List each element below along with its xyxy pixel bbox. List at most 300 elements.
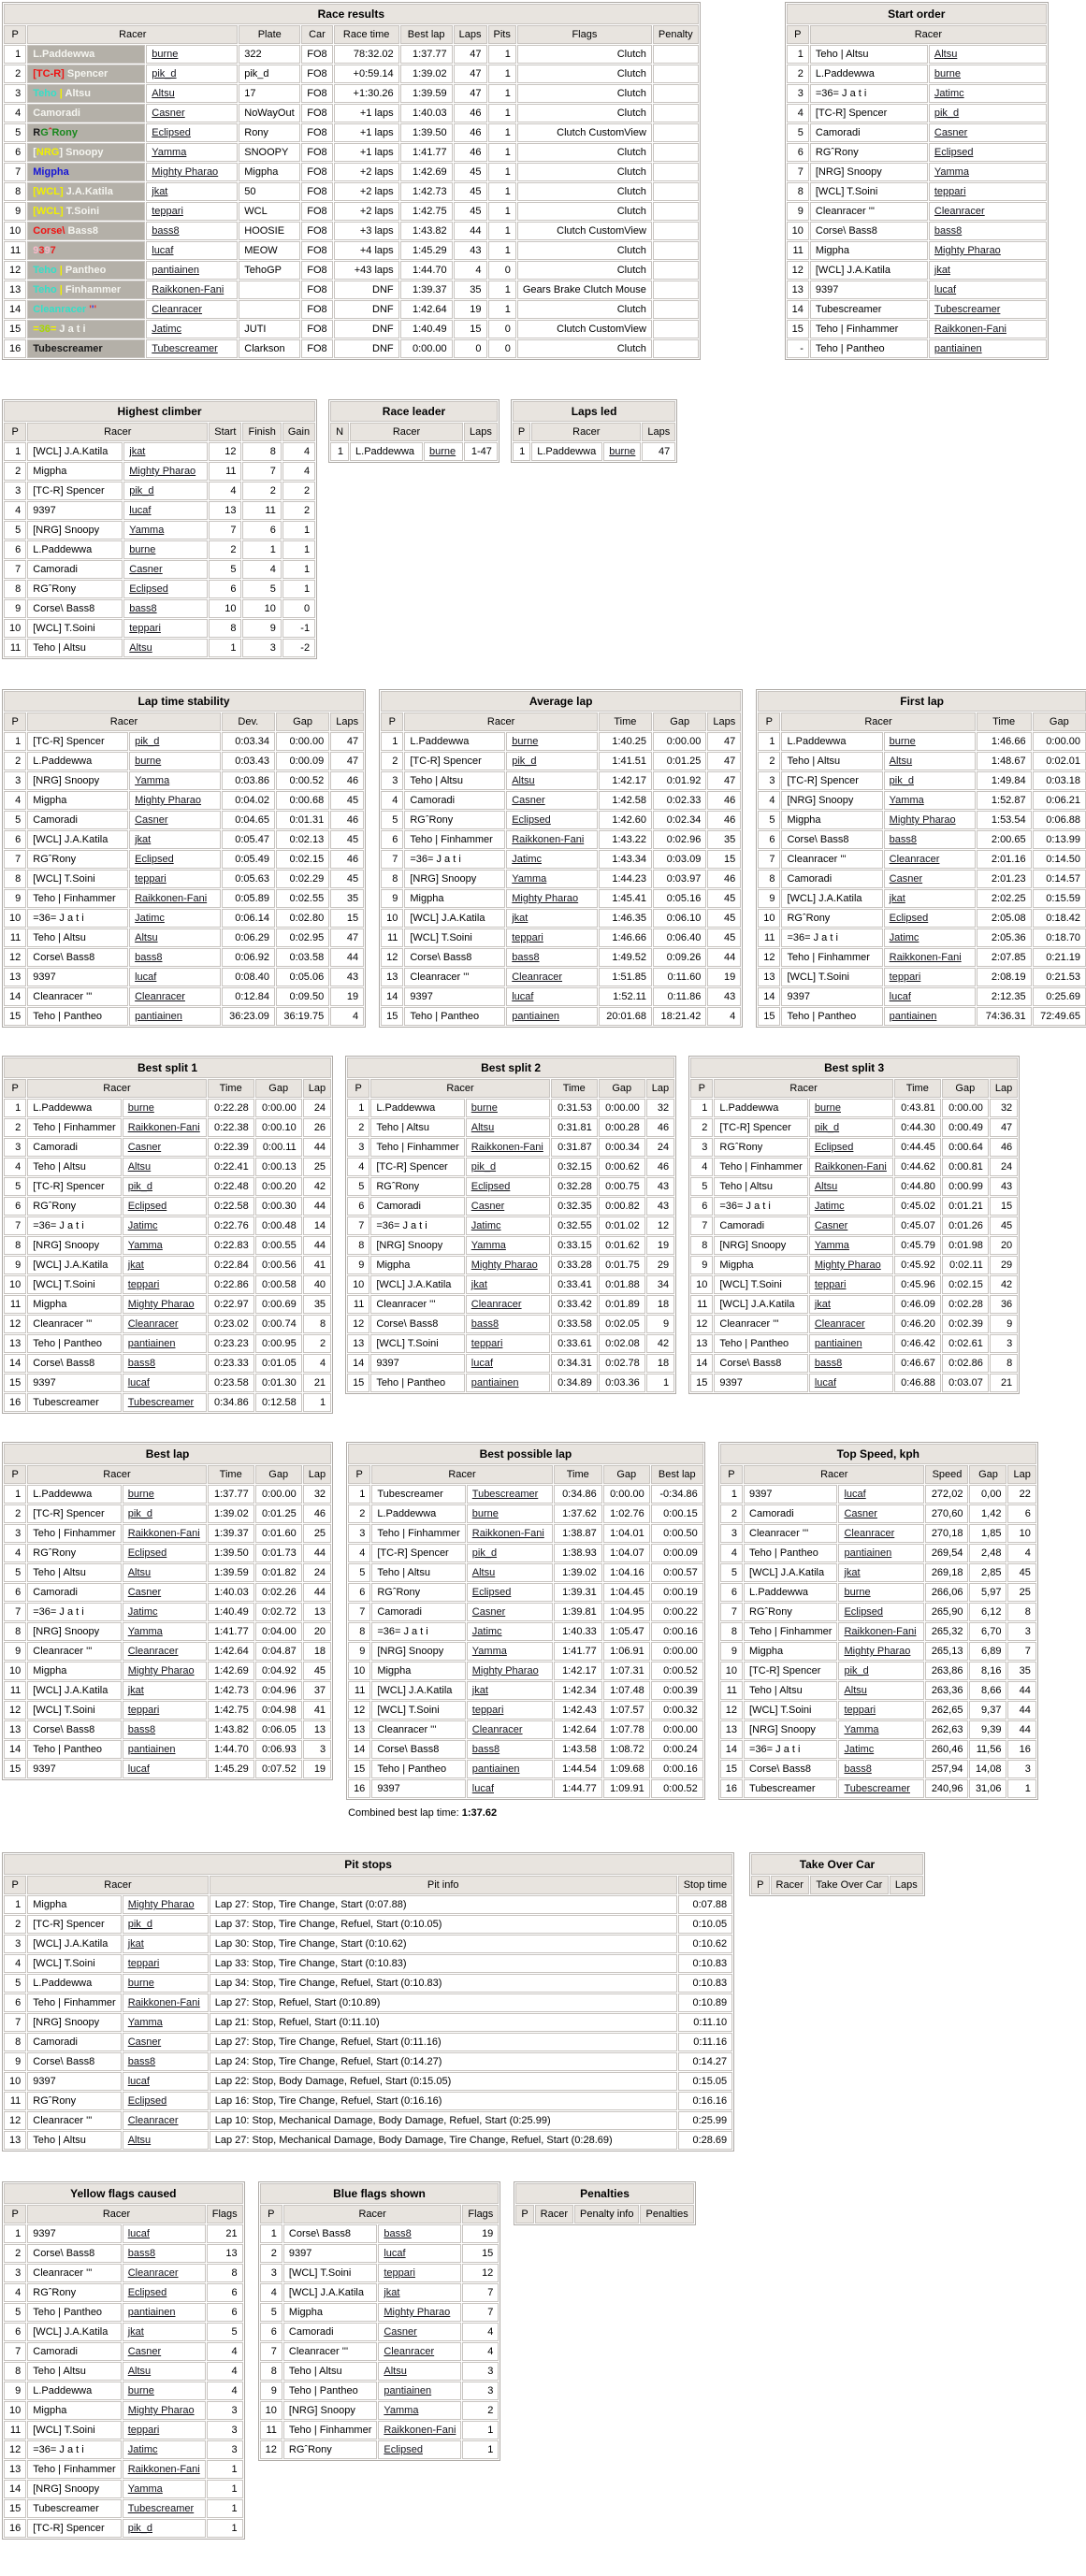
- table-best-split-1: [2, 1056, 333, 1414]
- table-title: Lap time stability: [4, 691, 364, 712]
- cell: Teho | Finhammer: [27, 889, 128, 908]
- racer-link[interactable]: burne: [603, 442, 641, 461]
- racer-link[interactable]: Tubescreamer: [123, 2499, 206, 2518]
- racer-link[interactable]: bass8: [466, 1315, 550, 1333]
- racer-link[interactable]: Altsu: [506, 771, 598, 790]
- racer-link[interactable]: jkat: [929, 261, 1047, 280]
- cell: 8: [4, 1622, 26, 1641]
- racer-link[interactable]: Mighty Pharao: [123, 1895, 209, 1914]
- racer-link[interactable]: Raikkonen-Fani: [129, 889, 221, 908]
- table-row: [758, 752, 1086, 770]
- racer-link[interactable]: Raikkonen-Fani: [809, 1158, 893, 1176]
- racer-name-part: ': [94, 304, 97, 315]
- racer-link[interactable]: pik_d: [809, 1118, 893, 1137]
- racer-link[interactable]: Jatimc: [123, 1216, 207, 1235]
- racer-link[interactable]: Yamma: [929, 163, 1047, 181]
- racer-link[interactable]: Altsu: [929, 45, 1047, 64]
- racer-link[interactable]: Cleanracer: [809, 1315, 893, 1333]
- column-header: Lap: [1007, 1465, 1035, 1484]
- racer-link[interactable]: bass8: [123, 1354, 207, 1373]
- racer-link[interactable]: Yamma: [506, 870, 598, 888]
- cell: 1:06.91: [603, 1642, 650, 1661]
- racer-link[interactable]: lucaf: [884, 987, 976, 1006]
- racer-link[interactable]: Eclipsed: [123, 1197, 207, 1216]
- racer-link[interactable]: pantiainen: [929, 339, 1047, 358]
- racer-link[interactable]: Yamma: [466, 1236, 550, 1255]
- racer-link[interactable]: teppari: [123, 619, 208, 638]
- racer-link[interactable]: pik_d: [129, 732, 221, 751]
- cell: 1: [462, 2421, 499, 2439]
- racer-link[interactable]: Casner: [123, 1583, 207, 1602]
- racer-link[interactable]: Cleanracer: [123, 1315, 207, 1333]
- racer-link[interactable]: teppari: [506, 928, 598, 947]
- racer-link[interactable]: Mighty Pharao: [146, 163, 238, 181]
- cell: 44: [1007, 1720, 1035, 1739]
- racer-link[interactable]: Casner: [129, 811, 221, 829]
- cell: 18: [646, 1354, 674, 1373]
- racer-link[interactable]: bass8: [838, 1760, 924, 1778]
- racer-link[interactable]: Casner: [809, 1216, 893, 1235]
- racer-link[interactable]: pantiainen: [123, 1334, 207, 1353]
- racer-link[interactable]: Eclipsed: [929, 143, 1047, 162]
- cell: [NRG] Snoopy: [27, 2480, 121, 2498]
- racer-link[interactable]: burne: [123, 540, 208, 559]
- racer-link[interactable]: pik_d: [123, 1177, 207, 1196]
- racer-link[interactable]: Yamma: [123, 521, 208, 540]
- racer-link[interactable]: Jatimc: [123, 1603, 207, 1621]
- racer-link[interactable]: Jatimc: [809, 1197, 893, 1216]
- table-row: [690, 1118, 1018, 1137]
- cell: 1:48.67: [977, 752, 1032, 770]
- racer-link[interactable]: pantiainen: [884, 1007, 976, 1026]
- racer-link[interactable]: Altsu: [123, 639, 208, 657]
- racer-link[interactable]: pantiainen: [838, 1544, 924, 1562]
- racer-link[interactable]: bass8: [506, 948, 598, 967]
- cell: 1: [488, 104, 516, 122]
- cell: 3: [690, 1138, 713, 1157]
- racer-link[interactable]: Casner: [123, 560, 208, 579]
- cell: 262,63: [925, 1720, 968, 1739]
- racer-link[interactable]: jkat: [123, 1935, 209, 1953]
- racer-link[interactable]: Jatimc: [929, 84, 1047, 103]
- racer-link[interactable]: Cleanracer: [123, 2111, 209, 2130]
- racer-link[interactable]: Raikkonen-Fani: [838, 1622, 924, 1641]
- racer-link[interactable]: lucaf: [809, 1374, 893, 1392]
- racer-link[interactable]: Eclipsed: [123, 2283, 206, 2302]
- racer-link[interactable]: Eclipsed: [123, 1544, 207, 1562]
- cell: 7: [347, 1216, 369, 1235]
- table-row: [4, 2421, 243, 2439]
- racer-link[interactable]: burne: [467, 1504, 553, 1523]
- racer-link[interactable]: Mighty Pharao: [129, 791, 221, 810]
- racer-link[interactable]: Mighty Pharao: [466, 1256, 550, 1274]
- racer-link[interactable]: Raikkonen-Fani: [123, 1993, 209, 2012]
- table-row: [347, 1099, 674, 1117]
- table-row: [4, 639, 315, 657]
- racer-link[interactable]: teppari: [129, 870, 221, 888]
- cell: 44: [303, 1197, 331, 1216]
- cell: FO8: [301, 339, 332, 358]
- racer-link[interactable]: pik_d: [884, 771, 976, 790]
- racer-link[interactable]: burne: [424, 442, 463, 461]
- racer-link[interactable]: teppari: [929, 182, 1047, 201]
- racer-link[interactable]: burne: [929, 65, 1047, 83]
- racer-link[interactable]: Raikkonen-Fani: [884, 948, 976, 967]
- racer-link[interactable]: Mighty Pharao: [838, 1642, 924, 1661]
- racer-link[interactable]: pantiainen: [506, 1007, 598, 1026]
- racer-link[interactable]: burne: [123, 1485, 207, 1504]
- racer-link[interactable]: teppari: [809, 1275, 893, 1294]
- cell: 0:06.05: [255, 1720, 302, 1739]
- table-row: [4, 281, 699, 299]
- racer-link[interactable]: pantiainen: [146, 261, 238, 280]
- racer-link[interactable]: pik_d: [123, 482, 208, 500]
- cell: 4: [4, 501, 26, 520]
- racer-link[interactable]: jkat: [838, 1563, 924, 1582]
- cell: L.Paddewwa: [370, 1099, 464, 1117]
- cell: Clutch: [517, 65, 652, 83]
- racer-link[interactable]: Mighty Pharao: [809, 1256, 893, 1274]
- racer-link[interactable]: pik_d: [123, 1915, 209, 1934]
- racer-link[interactable]: bass8: [884, 830, 976, 849]
- racer-link[interactable]: burne: [123, 1974, 209, 1993]
- racer-link[interactable]: Jatimc: [123, 2440, 206, 2459]
- racer-link[interactable]: Cleanracer: [467, 1720, 553, 1739]
- racer-link[interactable]: pik_d: [466, 1158, 550, 1176]
- cell: 5: [242, 580, 281, 598]
- racer-link[interactable]: pik_d: [506, 752, 598, 770]
- racer-link[interactable]: Casner: [467, 1603, 553, 1621]
- racer-link[interactable]: lucaf: [378, 2244, 461, 2263]
- racer-link[interactable]: burne: [506, 732, 598, 751]
- racer-link[interactable]: Casner: [378, 2323, 461, 2341]
- racer-link[interactable]: jkat: [123, 2323, 206, 2341]
- racer-link[interactable]: Raikkonen-Fani: [146, 281, 238, 299]
- racer-link[interactable]: Raikkonen-Fani: [506, 830, 598, 849]
- racer-link[interactable]: Mighty Pharao: [929, 241, 1047, 260]
- racer-link[interactable]: Altsu: [809, 1177, 893, 1196]
- racer-link[interactable]: Eclipsed: [466, 1177, 550, 1196]
- racer-link[interactable]: burne: [123, 2382, 206, 2400]
- column-header: Gap: [653, 712, 706, 731]
- column-header: P: [4, 1876, 26, 1894]
- racer-link[interactable]: Altsu: [466, 1118, 550, 1137]
- racer-link[interactable]: teppari: [123, 2421, 206, 2439]
- racer-link[interactable]: pantiainen: [466, 1374, 550, 1392]
- cell: 0:23.23: [208, 1334, 254, 1353]
- racer-link[interactable]: bass8: [123, 2052, 209, 2071]
- racer-link[interactable]: Eclipsed: [467, 1583, 553, 1602]
- racer-link[interactable]: Altsu: [884, 752, 976, 770]
- cell: 0:02.29: [276, 870, 329, 888]
- racer-link[interactable]: Jatimc: [129, 909, 221, 928]
- racer-link[interactable]: lucaf: [123, 501, 208, 520]
- racer-link[interactable]: jkat: [146, 182, 238, 201]
- cell: 20:01.68: [599, 1007, 652, 1026]
- racer-link[interactable]: Yamma: [809, 1236, 893, 1255]
- cell: 9: [347, 1256, 369, 1274]
- racer-link[interactable]: burne: [123, 1099, 207, 1117]
- racer-link[interactable]: burne: [884, 732, 976, 751]
- racer-link[interactable]: Yamma: [146, 143, 238, 162]
- cell: 20: [990, 1236, 1018, 1255]
- racer-link[interactable]: Eclipsed: [129, 850, 221, 869]
- racer-link[interactable]: Mighty Pharao: [123, 1295, 207, 1314]
- cell: L.Paddewwa: [744, 1583, 837, 1602]
- racer-link[interactable]: Eclipsed: [123, 2092, 209, 2110]
- racer-link[interactable]: Yamma: [129, 771, 221, 790]
- racer-link[interactable]: bass8: [378, 2224, 461, 2243]
- racer-link[interactable]: teppari: [466, 1334, 550, 1353]
- racer-link[interactable]: Casner: [123, 1138, 207, 1157]
- racer-link[interactable]: Cleanracer: [378, 2342, 461, 2361]
- racer-link[interactable]: Altsu: [838, 1681, 924, 1700]
- racer-link[interactable]: teppari: [123, 1275, 207, 1294]
- racer-link[interactable]: jkat: [129, 830, 221, 849]
- racer-link[interactable]: Tubescreamer: [838, 1779, 924, 1798]
- racer-link[interactable]: Eclipsed: [838, 1603, 924, 1621]
- racer-link[interactable]: Eclipsed: [506, 811, 598, 829]
- racer-link[interactable]: Raikkonen-Fani: [466, 1138, 550, 1157]
- racer-link[interactable]: teppari: [146, 202, 238, 221]
- racer-link[interactable]: Raikkonen-Fani: [378, 2421, 461, 2439]
- racer-link[interactable]: pik_d: [838, 1662, 924, 1680]
- racer-link[interactable]: teppari: [378, 2264, 461, 2282]
- racer-link[interactable]: pik_d: [123, 1504, 207, 1523]
- cell: 9397: [781, 987, 882, 1006]
- cell: Clutch: [517, 45, 652, 64]
- cell: 9: [4, 599, 26, 618]
- cell: 1:42.34: [554, 1681, 602, 1700]
- column-header: Racer: [370, 1079, 549, 1098]
- racer-link[interactable]: lucaf: [123, 2072, 209, 2091]
- racer-link[interactable]: Altsu: [123, 1158, 207, 1176]
- racer-link[interactable]: bass8: [129, 948, 221, 967]
- racer-link[interactable]: Casner: [123, 2342, 206, 2361]
- racer-link[interactable]: jkat: [809, 1295, 893, 1314]
- cell: Lap 37: Stop, Tire Change, Refuel, Start (0:10.05): [210, 1915, 677, 1934]
- racer-link[interactable]: Eclipsed: [123, 580, 208, 598]
- racer-link[interactable]: Casner: [838, 1504, 924, 1523]
- racer-link[interactable]: pantiainen: [378, 2382, 461, 2400]
- racer-name-part: [TC-R]: [33, 68, 65, 79]
- racer-link[interactable]: bass8: [809, 1354, 893, 1373]
- racer-link[interactable]: Raikkonen-Fani: [123, 2460, 206, 2479]
- racer-link[interactable]: Altsu: [123, 2131, 209, 2150]
- racer-link[interactable]: Cleanracer: [129, 987, 221, 1006]
- racer-link[interactable]: pantiainen: [123, 2303, 206, 2322]
- cell: 6: [242, 521, 281, 540]
- racer-link[interactable]: Altsu: [123, 1563, 207, 1582]
- racer-link[interactable]: lucaf: [146, 241, 238, 260]
- racer-link[interactable]: Mighty Pharao: [378, 2303, 461, 2322]
- cell: 15: [690, 1374, 713, 1392]
- racer-link[interactable]: burne: [809, 1099, 893, 1117]
- racer-link[interactable]: Altsu: [129, 928, 221, 947]
- racer-link[interactable]: Tubescreamer: [146, 339, 238, 358]
- cell: 0:18.42: [1033, 909, 1086, 928]
- cell: 0:00.39: [651, 1681, 703, 1700]
- racer-link[interactable]: Eclipsed: [884, 909, 976, 928]
- racer-link[interactable]: lucaf: [123, 1374, 207, 1392]
- racer-link[interactable]: Yamma: [838, 1720, 924, 1739]
- racer-link[interactable]: jkat: [123, 442, 208, 461]
- cell: 0:32.35: [551, 1197, 598, 1216]
- racer-link[interactable]: bass8: [467, 1740, 553, 1759]
- racer-link[interactable]: Casner: [123, 2033, 209, 2051]
- racer-link[interactable]: Raikkonen-Fani: [467, 1524, 553, 1543]
- cell: +1 laps: [334, 143, 399, 162]
- cell: Teho | Altsu: [27, 639, 123, 657]
- racer-link[interactable]: bass8: [929, 222, 1047, 240]
- racer-link[interactable]: burne: [838, 1583, 924, 1602]
- racer-link[interactable]: teppari: [123, 1701, 207, 1720]
- racer-link[interactable]: Altsu: [146, 84, 238, 103]
- racer-link[interactable]: lucaf: [123, 1760, 207, 1778]
- racer-link[interactable]: Cleanracer: [466, 1295, 550, 1314]
- racer-link[interactable]: Yamma: [378, 2401, 461, 2420]
- racer-link[interactable]: Yamma: [123, 2013, 209, 2032]
- racer-link[interactable]: Cleanracer: [838, 1524, 924, 1543]
- cell: 265,32: [925, 1622, 968, 1641]
- table-row: [260, 2283, 500, 2302]
- racer-link[interactable]: Mighty Pharao: [123, 2401, 206, 2420]
- racer-link[interactable]: burne: [466, 1099, 550, 1117]
- cell: Cleanracer ''': [27, 987, 128, 1006]
- racer-link[interactable]: lucaf: [929, 281, 1047, 299]
- cell: [WCL] T.Soini: [744, 1701, 837, 1720]
- racer-link[interactable]: pik_d: [467, 1544, 553, 1562]
- cell: 4: [282, 442, 315, 461]
- racer-link[interactable]: bass8: [123, 2244, 206, 2263]
- racer-link[interactable]: lucaf: [838, 1485, 924, 1504]
- racer-link[interactable]: Tubescreamer: [929, 300, 1047, 319]
- racer-link[interactable]: bass8: [123, 1720, 207, 1739]
- column-header: Time: [599, 712, 652, 731]
- racer-link[interactable]: jkat: [884, 889, 976, 908]
- racer-link[interactable]: Casner: [884, 870, 976, 888]
- racer-link[interactable]: Cleanracer: [123, 2264, 206, 2282]
- cell: 1: [488, 182, 516, 201]
- racer-link[interactable]: Cleanracer: [123, 1642, 207, 1661]
- racer-link[interactable]: jkat: [466, 1275, 550, 1294]
- racer-link[interactable]: Casner: [929, 123, 1047, 142]
- racer-link[interactable]: Tubescreamer: [123, 1393, 207, 1412]
- racer-link[interactable]: teppari: [884, 968, 976, 986]
- racer-link[interactable]: Yamma: [123, 2480, 206, 2498]
- racer-link[interactable]: Cleanracer: [929, 202, 1047, 221]
- cell: 0:00.15: [651, 1504, 703, 1523]
- racer-link[interactable]: jkat: [123, 1681, 207, 1700]
- racer-link[interactable]: pik_d: [146, 65, 238, 83]
- racer-link[interactable]: teppari: [123, 1954, 209, 1973]
- racer-link[interactable]: lucaf: [466, 1354, 550, 1373]
- racer-link[interactable]: Jatimc: [506, 850, 598, 869]
- racer-link[interactable]: Jatimc: [467, 1622, 553, 1641]
- racer-link[interactable]: Cleanracer: [506, 968, 598, 986]
- racer-link[interactable]: pantiainen: [123, 1740, 207, 1759]
- cell: Clutch: [517, 339, 652, 358]
- racer-link[interactable]: Mighty Pharao: [123, 1662, 207, 1680]
- racer-link[interactable]: teppari: [838, 1701, 924, 1720]
- table-row: [4, 1603, 331, 1621]
- cell: Clutch: [517, 261, 652, 280]
- racer-link[interactable]: pantiainen: [809, 1334, 893, 1353]
- racer-link[interactable]: Raikkonen-Fani: [123, 1118, 207, 1137]
- racer-link[interactable]: jkat: [467, 1681, 553, 1700]
- cell: 270,60: [925, 1504, 968, 1523]
- racer-link[interactable]: Eclipsed: [809, 1138, 893, 1157]
- racer-link[interactable]: Jatimc: [146, 320, 238, 338]
- cell: 1:09.91: [603, 1779, 650, 1798]
- racer-link[interactable]: lucaf: [123, 2224, 206, 2243]
- cell: 13: [348, 1720, 370, 1739]
- racer-link[interactable]: Casner: [506, 791, 598, 810]
- cell: 1:09.68: [603, 1760, 650, 1778]
- racer-link[interactable]: pik_d: [929, 104, 1047, 122]
- racer-link[interactable]: jkat: [123, 1256, 207, 1274]
- racer-link[interactable]: Tubescreamer: [467, 1485, 553, 1504]
- racer-link[interactable]: burne: [129, 752, 221, 770]
- cell: 47: [330, 752, 364, 770]
- cell: 7: [260, 2342, 282, 2361]
- racer-link[interactable]: lucaf: [129, 968, 221, 986]
- racer-link[interactable]: jkat: [506, 909, 598, 928]
- cell: 0:00.64: [942, 1138, 989, 1157]
- racer-link[interactable]: Jatimc: [838, 1740, 924, 1759]
- racer-link[interactable]: teppari: [467, 1701, 553, 1720]
- racer-link[interactable]: bass8: [146, 222, 238, 240]
- racer-link[interactable]: burne: [146, 45, 238, 64]
- cell: 0:23.58: [208, 1374, 254, 1392]
- racer-link[interactable]: Yamma: [123, 1236, 207, 1255]
- cell: FO8: [301, 123, 332, 142]
- racer-link[interactable]: Altsu: [378, 2362, 461, 2381]
- cell: 0:02.01: [1033, 752, 1086, 770]
- racer-link[interactable]: Eclipsed: [146, 123, 238, 142]
- racer-link[interactable]: Jatimc: [884, 928, 976, 947]
- racer-link[interactable]: Cleanracer: [884, 850, 976, 869]
- racer-link[interactable]: Mighty Pharao: [467, 1662, 553, 1680]
- racer-link[interactable]: bass8: [123, 599, 208, 618]
- racer-link[interactable]: Yamma: [123, 1622, 207, 1641]
- racer-link[interactable]: Raikkonen-Fani: [123, 1524, 207, 1543]
- racer-link[interactable]: pantiainen: [129, 1007, 221, 1026]
- cell: 1: [209, 639, 241, 657]
- racer-link[interactable]: Altsu: [467, 1563, 553, 1582]
- racer-link[interactable]: pik_d: [123, 2519, 206, 2538]
- racer-link[interactable]: pantiainen: [467, 1760, 553, 1778]
- racer-link[interactable]: Mighty Pharao: [123, 462, 208, 481]
- racer-link[interactable]: Altsu: [123, 2362, 206, 2381]
- racer-link[interactable]: Yamma: [467, 1642, 553, 1661]
- racer-link[interactable]: lucaf: [467, 1779, 553, 1798]
- racer-link[interactable]: Mighty Pharao: [506, 889, 598, 908]
- racer-link[interactable]: Cleanracer: [146, 300, 238, 319]
- racer-link[interactable]: Raikkonen-Fani: [929, 320, 1047, 338]
- column-header: P: [4, 2205, 26, 2223]
- racer-link[interactable]: Casner: [146, 104, 238, 122]
- racer-link[interactable]: lucaf: [506, 987, 598, 1006]
- racer-link[interactable]: Eclipsed: [378, 2440, 461, 2459]
- racer-link[interactable]: Jatimc: [466, 1216, 550, 1235]
- table-row: [4, 2224, 243, 2243]
- racer-link[interactable]: Casner: [466, 1197, 550, 1216]
- racer-link[interactable]: jkat: [378, 2283, 461, 2302]
- column-header: Racer: [27, 1079, 206, 1098]
- racer-link[interactable]: Yamma: [884, 791, 976, 810]
- racer-link[interactable]: Mighty Pharao: [884, 811, 976, 829]
